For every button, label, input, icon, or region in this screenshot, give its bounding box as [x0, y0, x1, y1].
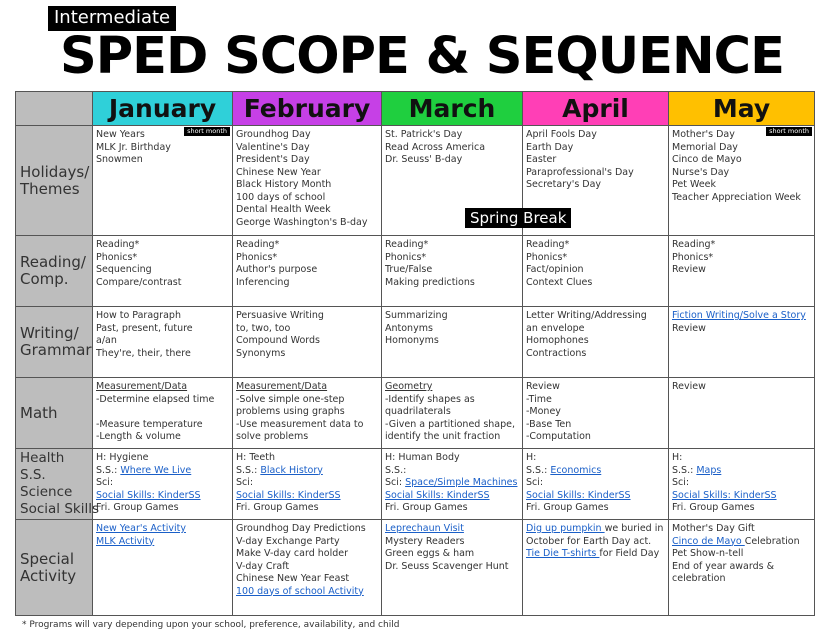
- footnote: * Programs will vary depending upon your school, preference, availability, and child: [22, 620, 400, 630]
- cell-holidays-feb: Groundhog Day Valentine's Day President's Day Chinese New Year Black History Month 100 days of school Dental Health Week George Washington's B-day: [233, 126, 382, 236]
- row-label-math: Math: [16, 378, 93, 449]
- cell-health-mar: H: Human Body S.S.: Sci: Space/Simple Machines Social Skills: KinderSS Fri. Group Games: [382, 449, 523, 520]
- fiction-writing-link[interactable]: Fiction Writing/Solve a Story: [672, 310, 806, 321]
- cell-math-may: Review: [669, 378, 815, 449]
- month-header-row: [16, 92, 815, 126]
- cell-reading-apr: Reading* Phonics* Fact/opinion Context Clues: [523, 236, 669, 307]
- corner-cell: [16, 92, 93, 126]
- intermediate-badge: Intermediate: [48, 6, 176, 31]
- month-march: March: [382, 92, 523, 126]
- social-skills-link[interactable]: Social Skills: KinderSS: [236, 489, 341, 501]
- where-we-live-link[interactable]: Where We Live: [120, 464, 192, 476]
- scope-sequence-table: [15, 91, 815, 616]
- black-history-link[interactable]: Black History: [260, 464, 323, 476]
- cell-writing-jan: How to Paragraph Past, present, future a/an They're, their, there: [93, 307, 233, 378]
- leprechaun-visit-link[interactable]: Leprechaun Visit: [385, 523, 464, 534]
- short-month-tag: short month: [766, 127, 812, 136]
- maps-link[interactable]: Maps: [696, 464, 722, 476]
- month-may: May: [669, 92, 815, 126]
- cell-special-apr: Dig up pumpkin we buried in October for Earth Day act. Tie Die T-shirts for Field Day: [523, 520, 669, 616]
- row-label-reading: Reading/ Comp.: [16, 236, 93, 307]
- economics-link[interactable]: Economics: [550, 464, 602, 476]
- cell-health-may: H: S.S.: Maps Sci: Social Skills: KinderSS Fri. Group Games: [669, 449, 815, 520]
- cell-special-jan: [93, 520, 233, 616]
- cell-writing-feb: Persuasive Writing to, two, too Compound Words Synonyms: [233, 307, 382, 378]
- cell-health-jan: H: Hygiene S.S.: Where We Live Sci: Social Skills: KinderSS Fri. Group Games: [93, 449, 233, 520]
- row-label-health: Health S.S. Science Social Skills: [16, 449, 93, 520]
- short-month-tag: short month: [184, 127, 230, 136]
- row-reading: [16, 236, 815, 307]
- dig-up-pumpkin-link[interactable]: Dig up pumpkin: [526, 523, 605, 534]
- cell-reading-feb: Reading* Phonics* Author's purpose Inferencing: [233, 236, 382, 307]
- cell-reading-may: Reading* Phonics* Review: [669, 236, 815, 307]
- cell-reading-mar: Reading* Phonics* True/False Making predictions: [382, 236, 523, 307]
- new-years-activity-link[interactable]: New Year's Activity: [96, 523, 186, 534]
- hundred-days-activity-link[interactable]: 100 days of school Activity: [236, 585, 364, 597]
- month-april: April: [523, 92, 669, 126]
- cell-math-feb: Measurement/Data -Solve simple one-step problems using graphs -Use measurement data to solve problems: [233, 378, 382, 449]
- cell-reading-jan: Reading* Phonics* Sequencing Compare/contrast: [93, 236, 233, 307]
- row-label-writing: Writing/ Grammar: [16, 307, 93, 378]
- cell-writing-may: Fiction Writing/Solve a Story Review: [669, 307, 815, 378]
- cell-health-apr: H: S.S.: Economics Sci: Social Skills: KinderSS Fri. Group Games: [523, 449, 669, 520]
- page-title: SPED SCOPE & SEQUENCE: [60, 27, 784, 86]
- row-holidays: [16, 126, 815, 236]
- cell-math-jan: Measurement/Data -Determine elapsed time -Measure temperature -Length & volume: [93, 378, 233, 449]
- row-special: [16, 520, 815, 616]
- mlk-activity-link[interactable]: MLK Activity: [96, 535, 155, 547]
- cell-math-mar: Geometry -Identify shapes as quadrilaterals -Given a partitioned shape, identify the unit fraction: [382, 378, 523, 449]
- tie-die-tshirts-link[interactable]: Tie Die T-shirts: [526, 548, 600, 559]
- cell-math-apr: Review -Time -Money -Base Ten -Computation: [523, 378, 669, 449]
- month-january: January: [93, 92, 233, 126]
- cell-writing-mar: Summarizing Antonyms Homonyms: [382, 307, 523, 378]
- social-skills-link[interactable]: Social Skills: KinderSS: [526, 489, 631, 501]
- social-skills-link[interactable]: Social Skills: KinderSS: [96, 489, 201, 501]
- social-skills-link[interactable]: Social Skills: KinderSS: [385, 489, 490, 501]
- spring-break-label: Spring Break: [465, 208, 571, 228]
- row-label-special: Special Activity: [16, 520, 93, 616]
- cell-holidays-mar: St. Patrick's Day Read Across America Dr. Seuss' B-day: [382, 126, 523, 236]
- social-skills-link[interactable]: Social Skills: KinderSS: [672, 489, 777, 501]
- space-simple-machines-link[interactable]: Space/Simple Machines: [405, 477, 518, 488]
- cell-special-may: Mother's Day Gift Cinco de Mayo Celebration Pet Show-n-tell End of year awards & celebration: [669, 520, 815, 616]
- cell-special-mar: Leprechaun Visit Mystery Readers Green eggs & ham Dr. Seuss Scavenger Hunt: [382, 520, 523, 616]
- cell-holidays-apr: April Fools Day Earth Day Easter Paraprofessional's Day Secretary's Day: [523, 126, 669, 236]
- cell-holidays-jan: short month New Years MLK Jr. Birthday Snowmen: [93, 126, 233, 236]
- row-health: [16, 449, 815, 520]
- cell-health-feb: H: Teeth S.S.: Black History Sci: Social Skills: KinderSS Fri. Group Games: [233, 449, 382, 520]
- cell-special-feb: Groundhog Day Predictions V-day Exchange Party Make V-day card holder V-day Craft Chinese New Year Feast 100 days of school Activity: [233, 520, 382, 616]
- row-math: [16, 378, 815, 449]
- row-writing: [16, 307, 815, 378]
- cell-writing-apr: Letter Writing/Addressing an envelope Homophones Contractions: [523, 307, 669, 378]
- cinco-de-mayo-link[interactable]: Cinco de Mayo: [672, 535, 745, 547]
- row-label-holidays: Holidays/ Themes: [16, 126, 93, 236]
- cell-holidays-may: short month Mother's Day Memorial Day Cinco de Mayo Nurse's Day Pet Week Teacher Appreciation Week: [669, 126, 815, 236]
- month-february: February: [233, 92, 382, 126]
